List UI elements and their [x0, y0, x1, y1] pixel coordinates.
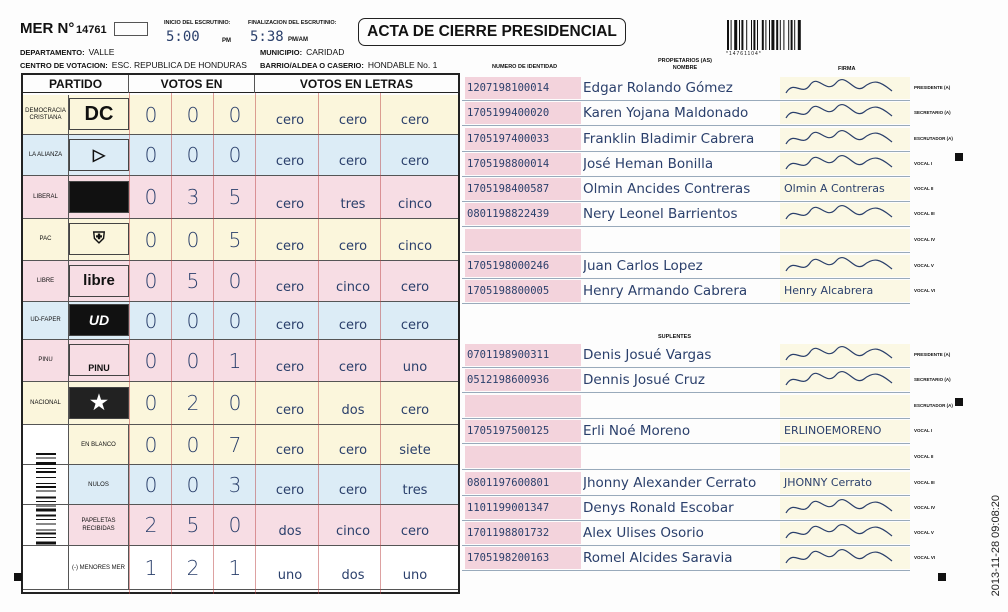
vote-digit: 7	[228, 432, 242, 457]
party-name: PINU	[23, 340, 69, 381]
votes-table	[21, 73, 460, 594]
member-name: Edgar Rolando Gómez	[583, 80, 733, 96]
signature-scribble	[780, 547, 900, 569]
vote-word: cero	[400, 113, 430, 128]
vote-digit: 5	[186, 269, 200, 293]
vote-digit: 1	[144, 555, 158, 580]
vote-digit: 0	[228, 391, 242, 415]
member-id: 1705198200163	[465, 547, 581, 569]
flag-icon: ▷	[92, 146, 106, 164]
vote-digit: 0	[186, 432, 200, 457]
vote-digit: 0	[186, 102, 200, 127]
row-label: NULOS	[69, 465, 129, 504]
row-line	[462, 418, 910, 419]
vote-word: cinco	[397, 239, 433, 254]
party-name: LA ALIANZA	[23, 135, 69, 175]
vote-digit: 2	[144, 513, 158, 537]
member-signature	[780, 497, 910, 519]
member-role: VOCAL I	[914, 428, 933, 433]
row-line	[462, 367, 910, 368]
member-signature	[780, 280, 910, 302]
signature-scribble	[780, 203, 900, 225]
vote-word: cero	[400, 154, 430, 169]
signature-scribble	[780, 77, 900, 99]
member-role: VOCAL VI	[914, 288, 936, 293]
member-id: 0701198900311	[465, 344, 581, 366]
member-name: Nery Leonel Barrientos	[583, 206, 738, 222]
vote-word: cero	[400, 280, 430, 295]
mer-number: 14761	[76, 24, 107, 36]
inicio-suffix: PM	[222, 38, 231, 44]
party-logo: DC	[69, 98, 129, 130]
vote-digit: 0	[186, 143, 200, 167]
row-line	[462, 151, 910, 152]
member-id: 1705198800014	[465, 153, 581, 175]
member-signature	[780, 395, 910, 417]
row-line	[462, 520, 910, 521]
vote-digit: 2	[186, 391, 200, 415]
column-divider	[171, 93, 172, 594]
vote-word: cero	[338, 443, 368, 458]
registration-mark	[14, 573, 22, 581]
vote-digit: 0	[144, 472, 158, 497]
party-name: NACIONAL	[23, 382, 69, 424]
party-name: UD-FAPER	[23, 302, 69, 339]
vote-digit: 5	[228, 227, 242, 252]
member-role: VOCAL IV	[914, 505, 936, 510]
member-role: VOCAL V	[914, 263, 934, 268]
member-name: Jhonny Alexander Cerrato	[583, 475, 757, 491]
member-name: Juan Carlos Lopez	[583, 258, 703, 274]
member-name: Romel Alcides Saravia	[583, 550, 733, 566]
member-role: ESCRUTADOR (A)	[914, 136, 953, 141]
member-id	[465, 229, 581, 251]
vote-digit: 0	[144, 185, 158, 209]
barrio: BARRIO/ALDEA O CASERIO: HONDABLE No. 1	[260, 60, 438, 70]
vote-word: tres	[340, 197, 366, 212]
column-divider	[213, 93, 214, 594]
party-row	[23, 219, 458, 261]
member-signature	[780, 420, 910, 442]
vote-digit: 0	[144, 269, 158, 293]
member-name: Erli Noé Moreno	[583, 423, 691, 439]
registration-mark	[938, 573, 946, 581]
row-label: PAPELETAS RECIBIDAS	[69, 505, 129, 545]
vote-digit: 0	[228, 102, 242, 127]
vote-digit: 1	[228, 555, 242, 580]
scan-timestamp: 2013-11-28 09:08:20	[990, 495, 1002, 597]
municipio: MUNICIPIO: CARIDAD	[260, 47, 345, 57]
signature-text: ERLINOEMORENO	[784, 424, 882, 437]
barcode-digits: *14761104*	[726, 51, 762, 57]
vote-word: cero	[275, 360, 305, 375]
member-id: 1705197500125	[465, 420, 581, 442]
vote-word: cero	[400, 524, 430, 539]
vote-word: cero	[400, 318, 430, 333]
row-line	[462, 278, 910, 279]
vote-digit: 0	[144, 227, 158, 252]
member-name: Denys Ronald Escobar	[583, 500, 734, 516]
member-id	[465, 446, 581, 468]
signature-scribble	[780, 255, 900, 277]
row-label: (-) MENORES MER	[69, 546, 129, 589]
member-name: Denis Josué Vargas	[583, 347, 712, 363]
row-line	[462, 252, 910, 253]
row-line	[462, 125, 910, 126]
signature-scribble	[780, 497, 900, 519]
vote-word: dos	[341, 568, 365, 583]
party-logo: libre	[69, 265, 129, 297]
member-id	[465, 395, 581, 417]
vote-digit: 0	[144, 308, 158, 333]
column-divider	[129, 93, 130, 594]
row-line	[462, 545, 910, 546]
signature-scribble	[780, 522, 900, 544]
member-role: SECRETARIO (A)	[914, 110, 951, 115]
member-name: Alex Ulises Osorio	[583, 525, 704, 541]
column-divider	[255, 93, 256, 594]
head-id: NUMERO DE IDENTIDAD	[492, 64, 558, 70]
party-name: DEMOCRACIA CRISTIANA	[23, 95, 69, 134]
mer-label: MER N°	[20, 20, 75, 37]
party-row	[23, 505, 458, 546]
head-firma: FIRMA	[838, 66, 856, 72]
vote-word: uno	[402, 360, 428, 375]
member-signature	[780, 522, 910, 544]
row-line	[462, 303, 910, 304]
member-signature	[780, 153, 910, 175]
vote-word: dos	[341, 403, 365, 418]
signature-text: Henry Alcabrera	[784, 284, 874, 297]
party-logo	[69, 139, 129, 171]
signature-scribble	[780, 153, 900, 175]
barcode-top	[726, 20, 822, 52]
member-role: VOCAL I	[914, 161, 933, 166]
row-line	[462, 201, 910, 202]
vote-digit: 3	[228, 472, 242, 497]
vote-word: siete	[399, 443, 431, 458]
member-role: VOCAL V	[914, 530, 934, 535]
column-divider	[380, 93, 381, 594]
votes-table-header	[23, 75, 458, 93]
member-signature	[780, 547, 910, 569]
party-logo	[69, 387, 129, 419]
member-id: 1705199400020	[465, 102, 581, 124]
vote-word: cero	[275, 239, 305, 254]
col-numeros: VOTOS EN	[129, 75, 255, 93]
vote-word: cero	[338, 360, 368, 375]
row-line	[462, 226, 910, 227]
vote-word: cinco	[335, 524, 371, 539]
registration-mark	[955, 398, 963, 406]
document-title: ACTA DE CIERRE PRESIDENCIAL	[358, 18, 626, 46]
signature-scribble	[780, 369, 900, 391]
party-row	[23, 465, 458, 505]
member-signature	[780, 369, 910, 391]
shield-icon: ⛨	[92, 230, 105, 247]
member-name: Henry Armando Cabrera	[583, 283, 748, 299]
member-role: PRESIDENTE (A)	[914, 352, 951, 357]
star-icon: ★	[90, 392, 108, 414]
member-id: 1705198800005	[465, 280, 581, 302]
party-name: LIBERAL	[23, 176, 69, 218]
head-owners: PROPIETARIOS (AS) NOMBRE	[658, 58, 712, 71]
vote-digit: 0	[186, 308, 200, 333]
member-id: 0512198600936	[465, 369, 581, 391]
inicio-label: INICIO DEL ESCRUTINIO:	[164, 20, 231, 26]
vote-word: cero	[338, 154, 368, 169]
vote-word: cero	[275, 154, 305, 169]
vote-digit: 2	[186, 555, 200, 580]
member-signature	[780, 446, 910, 468]
party-logo	[69, 181, 129, 213]
vote-word: cinco	[397, 197, 433, 212]
member-role: VOCAL II	[914, 186, 934, 191]
vote-digit: 0	[186, 227, 200, 252]
party-row	[23, 176, 458, 219]
vote-digit: 3	[186, 185, 200, 209]
party-row	[23, 382, 458, 425]
vote-word: cero	[338, 318, 368, 333]
signature-scribble	[780, 128, 900, 150]
vote-word: tres	[402, 483, 428, 498]
vote-word: cero	[275, 113, 305, 128]
barcode-left	[36, 452, 64, 574]
inicio-time: 5:00	[166, 29, 200, 45]
official-seal	[114, 22, 148, 36]
member-id: 1701198801732	[465, 522, 581, 544]
vote-digit: 0	[144, 102, 158, 127]
vote-word: dos	[278, 524, 302, 539]
col-partido: PARTIDO	[23, 75, 129, 93]
vote-word: uno	[277, 568, 303, 583]
member-signature	[780, 128, 910, 150]
vote-digit: 0	[186, 472, 200, 497]
head-suplentes: SUPLENTES	[658, 334, 692, 340]
member-id: 1207198100014	[465, 77, 581, 99]
vote-digit: 0	[228, 308, 242, 333]
party-name: PAC	[23, 219, 69, 260]
vote-digit: 5	[186, 513, 200, 537]
vote-word: cero	[275, 483, 305, 498]
member-signature	[780, 255, 910, 277]
member-id: 1705198000246	[465, 255, 581, 277]
vote-digit: 0	[228, 513, 242, 537]
member-name: Olmin Ancides Contreras	[583, 181, 751, 197]
signature-text: Olmin A Contreras	[784, 182, 885, 195]
row-line	[462, 469, 910, 470]
member-signature	[780, 102, 910, 124]
member-signature	[780, 229, 910, 251]
row-line	[462, 176, 910, 177]
signature-text: JHONNY Cerrato	[784, 476, 872, 489]
member-role: VOCAL IV	[914, 237, 936, 242]
member-name	[583, 395, 778, 417]
member-signature	[780, 77, 910, 99]
vote-digit: 0	[144, 143, 158, 167]
row-line	[462, 443, 910, 444]
member-role: VOCAL III	[914, 480, 935, 485]
party-name: LIBRE	[23, 261, 69, 301]
vote-word: cero	[338, 239, 368, 254]
vote-word: cinco	[335, 280, 371, 295]
party-row	[23, 95, 458, 135]
member-role: PRESIDENTE (A)	[914, 85, 951, 90]
member-signature	[780, 472, 910, 494]
party-logo: UD	[69, 304, 129, 336]
vote-digit: 0	[144, 432, 158, 457]
row-line	[462, 392, 910, 393]
vote-digit: 5	[228, 185, 242, 209]
vote-digit: 0	[228, 269, 242, 293]
row-line	[462, 495, 910, 496]
col-letras: VOTOS EN LETRAS	[299, 77, 414, 91]
vote-word: cero	[275, 403, 305, 418]
member-name: Dennis Josué Cruz	[583, 372, 705, 388]
vote-digit: 0	[144, 391, 158, 415]
vote-word: cero	[400, 403, 430, 418]
party-row	[23, 135, 458, 176]
member-name: José Heman Bonilla	[583, 156, 714, 172]
vote-word: cero	[275, 443, 305, 458]
signature-scribble	[780, 102, 900, 124]
party-row	[23, 425, 458, 465]
centro-votacion: CENTRO DE VOTACION: ESC. REPUBLICA DE HONDURAS	[20, 60, 247, 70]
registration-mark	[955, 153, 963, 161]
vote-word: uno	[402, 568, 428, 583]
vote-digit: 0	[228, 143, 242, 167]
member-signature	[780, 203, 910, 225]
vote-word: cero	[275, 318, 305, 333]
party-row	[23, 546, 458, 590]
vote-digit: 0	[186, 348, 200, 373]
member-role: ESCRUTADOR (A)	[914, 403, 953, 408]
departamento: DEPARTAMENTO: VALLE	[20, 47, 115, 57]
vote-word: cero	[338, 113, 368, 128]
member-name	[583, 229, 778, 251]
row-line	[462, 100, 910, 101]
member-name: Franklin Bladimir Cabrera	[583, 131, 755, 147]
column-divider	[318, 93, 319, 594]
member-signature	[780, 178, 910, 200]
member-id: 1101199001347	[465, 497, 581, 519]
party-row	[23, 261, 458, 302]
row-label: EN BLANCO	[69, 425, 129, 464]
member-role: SECRETARIO (A)	[914, 377, 951, 382]
row-line	[462, 570, 910, 571]
final-suffix: PM/AM	[288, 37, 308, 43]
vote-digit: 0	[144, 348, 158, 373]
final-label: FINALIZACION DEL ESCRUTINIO:	[248, 20, 337, 26]
member-name	[583, 446, 778, 468]
party-row	[23, 340, 458, 382]
member-role: VOCAL III	[914, 211, 935, 216]
member-role: VOCAL VI	[914, 555, 936, 560]
member-name: Karen Yojana Maldonado	[583, 105, 749, 121]
signature-scribble	[780, 344, 900, 366]
member-id: 0801197600801	[465, 472, 581, 494]
member-id: 0801198822439	[465, 203, 581, 225]
party-logo: PINU	[69, 344, 129, 376]
member-role: VOCAL II	[914, 454, 934, 459]
vote-word: cero	[275, 280, 305, 295]
member-id: 1705197400033	[465, 128, 581, 150]
member-id: 1705198400587	[465, 178, 581, 200]
party-row	[23, 302, 458, 340]
member-signature	[780, 344, 910, 366]
final-time: 5:38	[250, 29, 284, 45]
vote-digit: 1	[228, 348, 242, 373]
party-logo	[69, 223, 129, 255]
vote-word: cero	[275, 197, 305, 212]
vote-word: cero	[338, 483, 368, 498]
